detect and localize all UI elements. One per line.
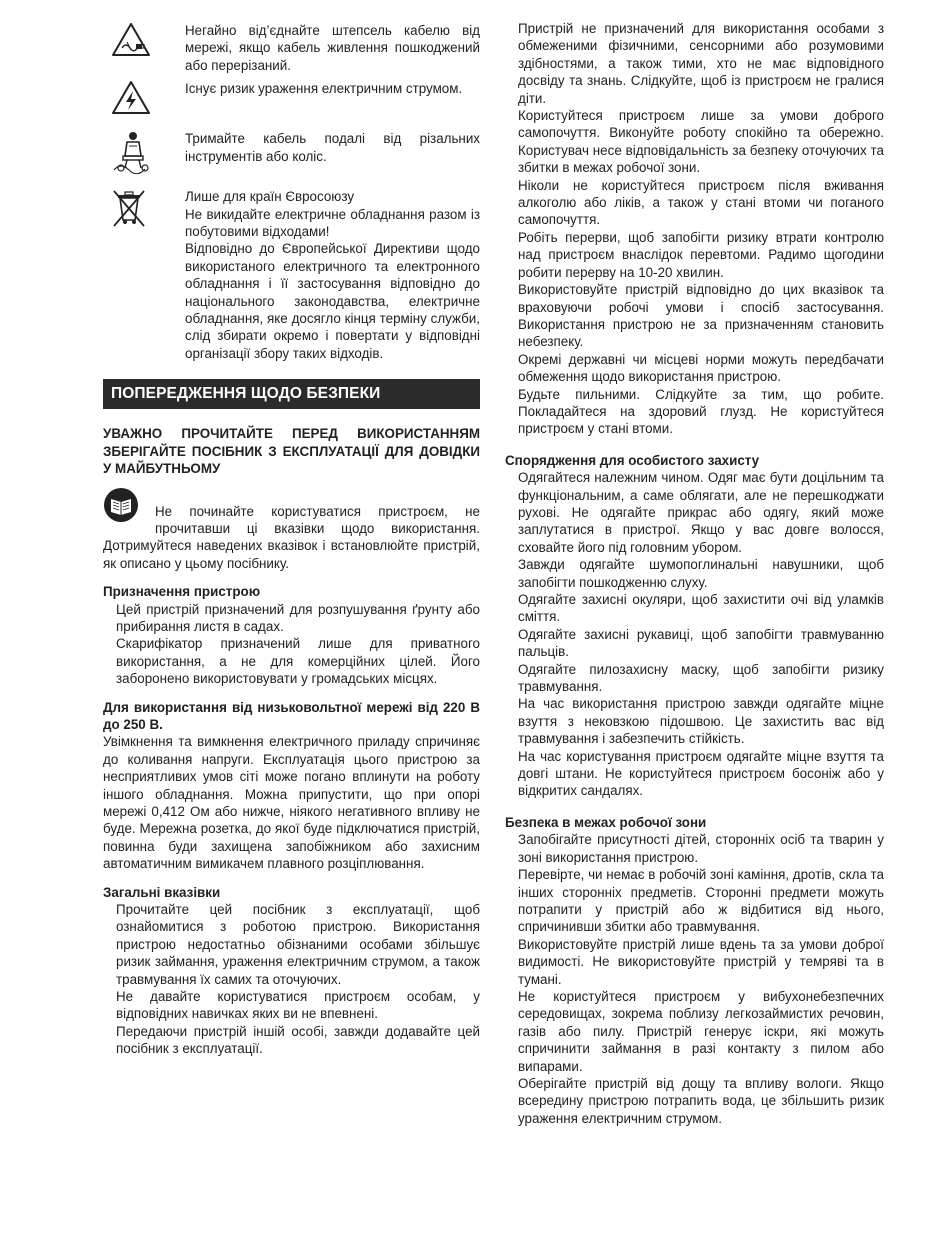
intro-paragraph: Робіть перерви, щоб запобігти ризику втрати контролю над пристроєм внаслідок перевтоми. Радимо щогодини робити перерву на 10-20 хвилин. <box>518 229 884 280</box>
weee-line: Лише для країн Євросоюзу <box>185 189 355 205</box>
read-manual-text: Не починайте користуватися пристроєм, не прочитавши ці вказівки щодо використання. Дотримуйтеся наведених вказівок і встановлюйте пристрій, як описано у цьому посібнику. <box>103 503 480 571</box>
work-area-paragraph: Використовуйте пристрій лише вдень та за умови доброї видимості. Не використовуйте пристрій у темряві та в тумані. <box>518 936 884 987</box>
crossed-bin-icon <box>111 188 147 228</box>
ppe-paragraph: Одягайте захисні окуляри, щоб захистити очі від уламків сміття. <box>518 592 884 625</box>
electric-shock-warning-icon <box>111 80 151 116</box>
work-area-paragraph: Не користуйтеся пристроєм у вибухонебезпечних середовищах, зокрема поблизу легкозаймистих речовин, газів або пилу. Пристрій генерує іскри, які можуть спричинити займання в разі контакту з пилом або випарами. <box>518 988 884 1074</box>
low-voltage-paragraph: Увімкнення та вимкнення електричного приладу спричиняє до коливання напруги. Експлуатація цього пристрою за несприятливих умов сіті може погано вплинути на роботу іншого обладнання. Можна припустити, що при опорі мережі 0,412 Ом або нижче, ніякого негативного впливу не буде. Мережна розетка, до якої буде підключатися пристрій, повинна буди захищена запобіжником або захисним автоматичним вимикачем плавного розціплювання. <box>103 734 480 872</box>
ppe-section <box>505 452 884 800</box>
ppe-paragraph: Одягайте пилозахисну маску, щоб запобігти ризику травмування. <box>518 661 884 695</box>
icon-row-text: Негайно від’єднайте штепсель кабелю від мережі, якщо кабель живлення пошкоджений або перерізаний. <box>185 23 480 73</box>
work-area-section <box>505 814 884 1127</box>
intro-paragraph: Використовуйте пристрій відповідно до цих вказівок та враховуючи робочі умови і спосіб застосування. Використання пристрою не за призначенням становить небезпеку. <box>518 282 884 350</box>
work-area-heading: Безпека в межах робочої зони <box>505 814 707 830</box>
read-manual-block <box>103 487 480 573</box>
work-area-paragraph: Запобігайте присутності дітей, сторонніх осіб та тварин у зоні використання пристрою. <box>518 832 884 865</box>
general-heading: Загальні вказівки <box>103 884 221 900</box>
general-paragraph: Прочитайте цей посібник з експлуатації, щоб ознайомитися з роботою пристрою. Використання пристрою недостатньо обізнаними особами збільшує ризик займання, ураження електричним струмом, а також травмування їх самих та оточуючих. <box>116 902 480 987</box>
intro-paragraph: Користуйтеся пристроєм лише за умови доброго самопочуття. Виконуйте роботу спокійно та обережно. Користувач несе відповідальність за безпеку оточуючих та збитки в межах робочої зони. <box>518 108 884 176</box>
ppe-heading: Спорядження для особистого захисту <box>505 452 760 468</box>
icon-row-text: Тримайте кабель подалі від різальних інструментів або коліс. <box>185 131 480 164</box>
read-manual-icon <box>103 487 147 523</box>
weee-line: Відповідно до Європейської Директиви щодо використаного електричного та електронного обладнання і її застосування відповідно до національного законодавства, електричне обладнання, яке досягло кінця терміну служби, слід збирати окремо і повертати у відповідні організації збору таких відходів. <box>185 241 480 361</box>
intro-paragraph: Будьте пильними. Слідкуйте за тим, що робите. Покладайтеся на здоровий глузд. Не користуйтеся пристроєм у стані втоми. <box>518 386 884 437</box>
safety-warnings-banner: ПОПЕРЕДЖЕННЯ ЩОДО БЕЗПЕКИ <box>103 379 480 409</box>
purpose-paragraph: Цей пристрій призначений для розпушування ґрунту або прибирання листя в садах. <box>116 601 480 634</box>
purpose-paragraph: Скарифікатор призначений лише для приватного використання, а не для комерційних цілей. Його заборонено використовувати у громадських місцях. <box>116 636 480 687</box>
right-column <box>505 20 884 1138</box>
icon-row-damaged-cable <box>103 22 480 74</box>
general-paragraph: Передаючи пристрій іншій особі, завжди додавайте цей посібник з експлуатації. <box>116 1023 480 1057</box>
purpose-section <box>103 583 480 687</box>
low-voltage-heading: Для використання від низьковольтної мережі від 220 В до 250 В. <box>103 699 480 732</box>
ppe-paragraph: Одягайтеся належним чином. Одяг має бути доцільним та функціональним, а саме облягати, але не перешкоджати рухові. Не одягайте прикрас або одягу, який може заплутатися в пристрої. Якщо у вас довге волосся, сховайте його під головним убором. <box>518 470 884 555</box>
intro-section <box>505 20 884 438</box>
general-section <box>103 884 480 1058</box>
purpose-heading: Призначення пристрою <box>103 584 261 600</box>
general-paragraph: Не давайте користуватися пристроєм особам, у відповідних навичках яких ви не впевнені. <box>116 989 480 1022</box>
ppe-paragraph: На час використання пристрою завжди одягайте міцне взуття з нековзкою підошвою. Це захистить вас від травмування і забезпечить стійкість. <box>518 696 884 747</box>
icon-row-text: Існує ризик ураження електричним струмом. <box>185 81 463 97</box>
damaged-cable-unplug-icon <box>111 22 151 58</box>
intro-paragraph: Ніколи не користуйтеся пристроєм після вживання алкоголю або ліків, а також у стані втоми чи поганого самопочуття. <box>518 177 884 228</box>
ppe-paragraph: Одягайте захисні рукавиці, щоб запобігти травмуванню пальців. <box>518 626 884 660</box>
low-voltage-section <box>103 699 480 873</box>
weee-line: Не викидайте електричне обладнання разом із побутовими відходами! <box>185 206 480 240</box>
icon-row-keep-cable-away <box>103 130 480 174</box>
read-before-use-warning: УВАЖНО ПРОЧИТАЙТЕ ПЕРЕД ВИКОРИСТАННЯМ ЗБЕРІГАЙТЕ ПОСІБНИК З ЕКСПЛУАТАЦІЇ ДЛЯ ДОВІДКИ У МАЙБУТНЬОМУ <box>103 426 480 477</box>
icon-row-shock <box>103 80 480 116</box>
weee-block <box>103 188 480 362</box>
work-area-paragraph: Перевірте, чи немає в робочій зоні каміння, дротів, скла та інших сторонніх предметів. Сторонні предмети можуть потрапити у пристрій або ж відбитися від нього, спричинивши збитки або травмування. <box>518 867 884 935</box>
ppe-paragraph: Завжди одягайте шумопоглинальні навушники, щоб запобігти пошкодженню слуху. <box>518 557 884 590</box>
ppe-paragraph: На час користування пристроєм одягайте міцне взуття та довгі штани. Не користуйтеся пристроєм босоніж або у відкритих сандалях. <box>518 748 884 799</box>
left-column <box>103 22 480 1069</box>
work-area-paragraph: Оберігайте пристрій від дощу та впливу вологи. Якщо всередину пристрою потрапить вода, це збільшить ризик ураження електричним струмом. <box>518 1075 884 1126</box>
intro-paragraph: Пристрій не призначений для використання особами з обмеженими фізичними, сенсорними або розумовими здібностями, а також тими, хто не має відповідного досвіду та знань. Слідкуйте, щоб із пристроєм не гралися діти. <box>518 21 884 106</box>
intro-paragraph: Окремі державні чи місцеві норми можуть передбачати обмеження щодо використання пристрою. <box>518 351 884 385</box>
keep-cable-away-icon <box>111 130 151 174</box>
